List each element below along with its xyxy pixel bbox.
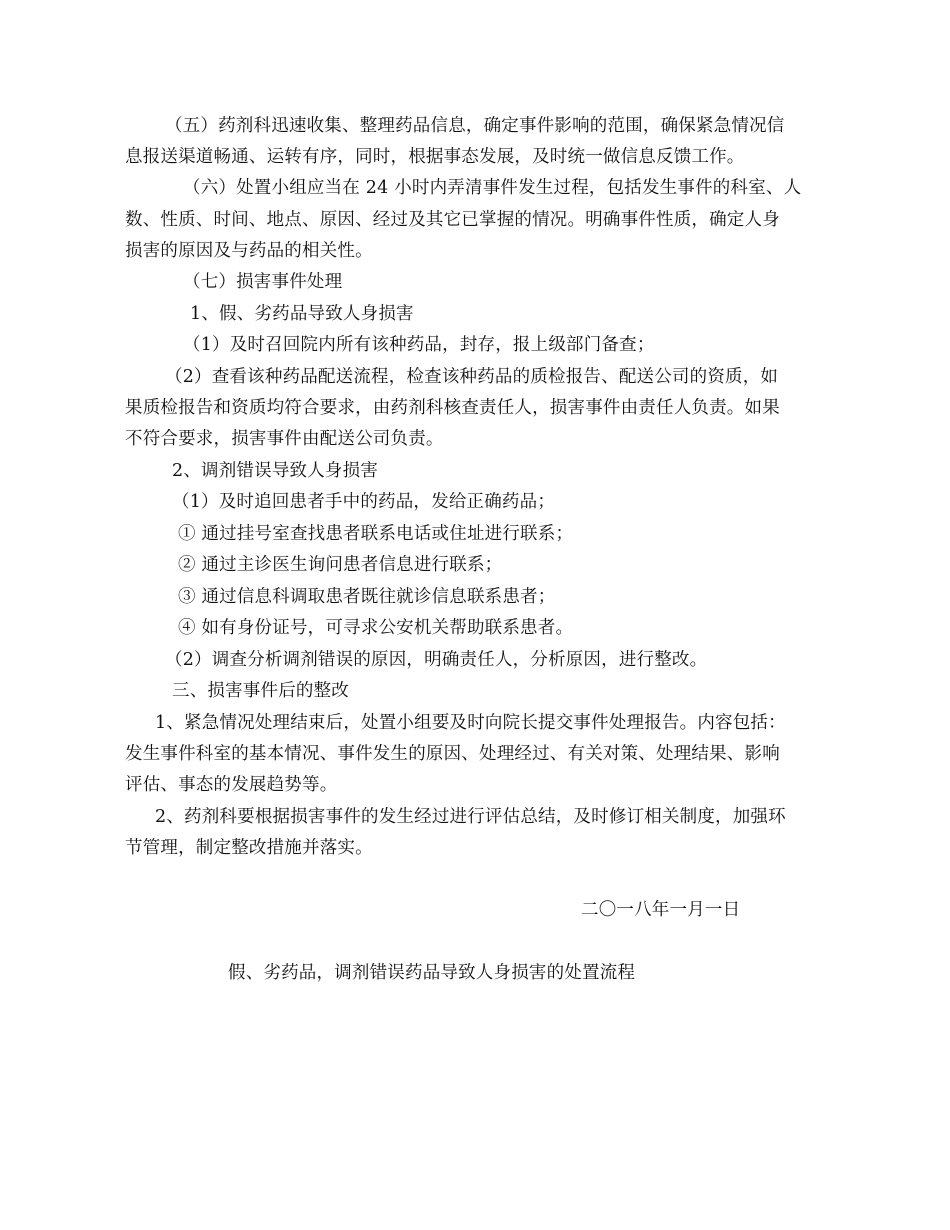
paragraph-5-line-1: （五）药剂科迅速收集、整理药品信息，确定事件影响的范围，确保紧急情况信 [165, 116, 785, 136]
paragraph-7-heading: （七）损害事件处理 [183, 272, 343, 292]
subsection-1-item-2-line-1: （2）查看该种药品配送流程，检查该种药品的质检报告、配送公司的资质，如 [165, 367, 779, 387]
rectification-1-line-1: 1、紧急情况处理结束后，处置小组要及时向院长提交事件处理报告。内容包括： [155, 713, 786, 733]
paragraph-6-line-2: 数、性质、时间、地点、原因、经过及其它已掌握的情况。明确事件性质，确定人身 [125, 210, 780, 230]
rectification-2-line-2: 节管理，制定整改措施并落实。 [125, 838, 373, 858]
section-3-heading: 三、损害事件后的整改 [172, 681, 349, 701]
subsection-2-heading: 2、调剂错误导致人身损害 [172, 461, 379, 481]
subsection-1-heading: 1、假、劣药品导致人身损害 [190, 304, 414, 324]
subsection-1-item-2-line-2: 果质检报告和资质均符合要求，由药剂科核查责任人，损害事件由责任人负责。如果 [125, 398, 780, 418]
rectification-1-line-2: 发生事件科室的基本情况、事件发生的原因、处理经过、有关对策、处理结果、影响 [125, 744, 780, 764]
next-section-title: 假、劣药品，调剂错误药品导致人身损害的处置流程 [228, 963, 636, 983]
rectification-2-line-1: 2、药剂科要根据损害事件的发生经过进行评估总结，及时修订相关制度，加强环 [155, 807, 786, 827]
paragraph-5-line-2: 息报送渠道畅通、运转有序，同时，根据事态发展，及时统一做信息反馈工作。 [125, 147, 745, 167]
subsection-2-item-1: （1）及时追回患者手中的药品，发给正确药品； [172, 492, 556, 512]
contact-method-1: ① 通过挂号室查找患者联系电话或住址进行联系； [178, 524, 574, 544]
subsection-2-item-2: （2）调查分析调剂错误的原因，明确责任人，分析原因，进行整改。 [165, 650, 708, 670]
contact-method-3: ③ 通过信息科调取患者既往就诊信息联系患者； [178, 587, 556, 607]
paragraph-6-line-1: （六）处置小组应当在 24 小时内弄清事件发生过程，包括发生事件的科室、人 [183, 178, 802, 198]
document-date: 二〇一八年一月一日 [581, 900, 741, 920]
paragraph-6-line-3: 损害的原因及与药品的相关性。 [125, 241, 373, 261]
contact-method-2: ② 通过主诊医生询问患者信息进行联系； [178, 555, 503, 575]
rectification-1-line-3: 评估、事态的发展趋势等。 [125, 775, 338, 795]
subsection-1-item-1: （1）及时召回院内所有该种药品，封存，报上级部门备查； [183, 335, 655, 355]
contact-method-4: ④ 如有身份证号，可寻求公安机关帮助联系患者。 [178, 618, 574, 638]
subsection-1-item-2-line-3: 不符合要求，损害事件由配送公司负责。 [125, 429, 444, 449]
